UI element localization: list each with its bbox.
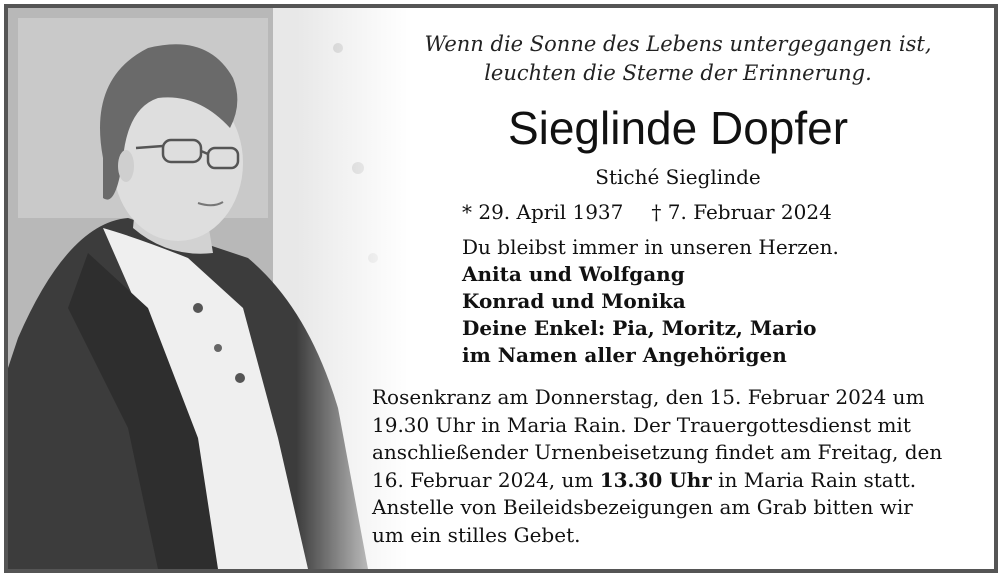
service-text: in Maria Rain statt.: [711, 467, 917, 492]
memorial-quote: [368, 30, 988, 88]
farewell-line: Du bleibst immer in unseren Herzen.: [462, 235, 839, 259]
mourner-line: Konrad und Monika: [462, 289, 686, 313]
service-time: 13.30 Uhr: [599, 467, 712, 492]
portrait-photo: [8, 8, 408, 569]
service-line: Rosenkranz am Donnerstag, den 15. Februar 2024 um: [372, 385, 925, 409]
obituary-card: [4, 4, 998, 573]
death-date: † 7. Februar 2024: [651, 200, 832, 224]
quote-line: Wenn die Sonne des Lebens untergegangen ist,: [424, 32, 932, 56]
mourners-block: [462, 234, 839, 369]
service-line: 19.30 Uhr in Maria Rain. Der Trauergottesdienst mit: [372, 412, 911, 437]
service-text: 16. Februar 2024, um: [372, 467, 600, 492]
mourner-line: im Namen aller Angehörigen: [462, 343, 787, 367]
maiden-name: Stiché Sieglinde: [595, 165, 761, 189]
quote-line: leuchten die Sterne der Erinnerung.: [484, 61, 872, 85]
service-line: Anstelle von Beileidsbezeigungen am Grab bitten wir: [372, 495, 913, 519]
deceased-name: Sieglinde Dopfer: [507, 102, 849, 154]
service-line: anschließender Urnenbeisetzung findet am Freitag, den: [372, 440, 943, 464]
life-dates: [462, 198, 832, 226]
birth-date: * 29. April 1937: [462, 200, 624, 224]
service-details: [372, 384, 942, 549]
mourner-line: Deine Enkel: Pia, Moritz, Mario: [462, 316, 817, 340]
mourner-line: Anita und Wolfgang: [462, 262, 685, 286]
service-line: um ein stilles Gebet.: [372, 522, 581, 547]
service-line: [372, 467, 942, 495]
